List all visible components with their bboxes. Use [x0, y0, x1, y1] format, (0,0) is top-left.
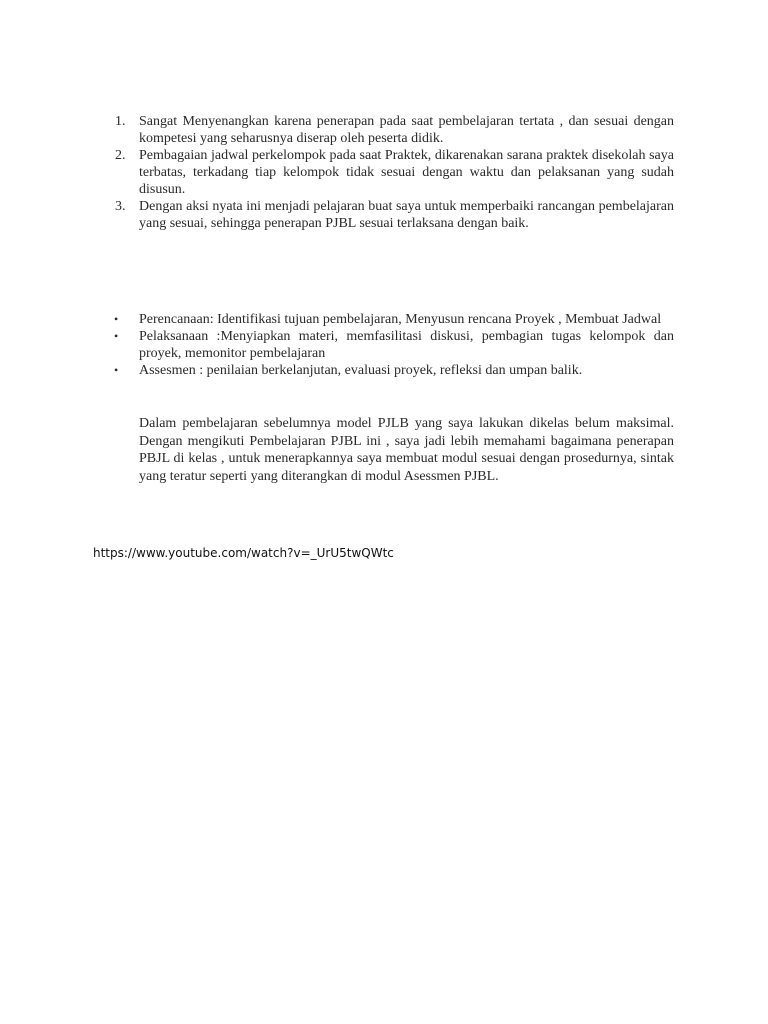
numbered-list-item: [115, 113, 674, 147]
bullet-list-item: [114, 311, 674, 328]
list-number: 1.: [115, 114, 126, 129]
list-item-text: Sangat Menyenangkan karena penerapan pada saat pembelajaran tertata , dan sesuai dengan kompetesi yang seharusnya diserap oleh peserta didik.: [139, 114, 674, 146]
list-item-text: Pelaksanaan :Menyiapkan materi, memfasilitasi diskusi, pembagian tugas kelompok dan proyek, memonitor pembelajaran: [139, 329, 674, 361]
list-item-text: Dengan aksi nyata ini menjadi pelajaran buat saya untuk memperbaiki rancangan pembelajaran yang sesuai, sehingga penerapan PJBL sesuai terlaksana dengan baik.: [139, 199, 674, 231]
numbered-list: [115, 113, 674, 232]
bullet-list: [114, 311, 674, 379]
list-item-text: Perencanaan: Identifikasi tujuan pembelajaran, Menyusun rencana Proyek , Membuat Jadwal: [139, 312, 662, 327]
bullet-icon: •: [114, 329, 119, 343]
bullet-list-item: [114, 328, 674, 362]
bullet-list-item: [114, 362, 674, 379]
bullet-icon: •: [114, 363, 119, 377]
numbered-list-item: [115, 147, 674, 198]
bullet-icon: •: [114, 312, 119, 326]
list-number: 2.: [115, 148, 126, 163]
list-number: 3.: [115, 199, 126, 214]
reflection-paragraph: Dalam pembelajaran sebelumnya model PJLB yang saya lakukan dikelas belum maksimal. Dengan mengikuti Pembelajaran PJBL ini , saya jadi lebih memahami bagaimana penerapan PBJL di kelas , untuk menerapkannya saya membuat modul sesuai dengan prosedurnya, sintak yang teratur seperti yang diterangkan di modul Asessmen PJBL.: [139, 416, 674, 484]
list-item-text: Pembagaian jadwal perkelompok pada saat Praktek, dikarenakan sarana praktek disekolah saya terbatas, terkadang tiap kelompok tidak sesuai dengan waktu dan pelaksanan yang sudah disusun.: [139, 148, 674, 197]
youtube-link[interactable]: https://www.youtube.com/watch?v=_UrU5twQWtc: [93, 546, 394, 560]
list-item-text: Assesmen : penilaian berkelanjutan, evaluasi proyek, refleksi dan umpan balik.: [139, 363, 583, 378]
numbered-list-item: [115, 198, 674, 232]
